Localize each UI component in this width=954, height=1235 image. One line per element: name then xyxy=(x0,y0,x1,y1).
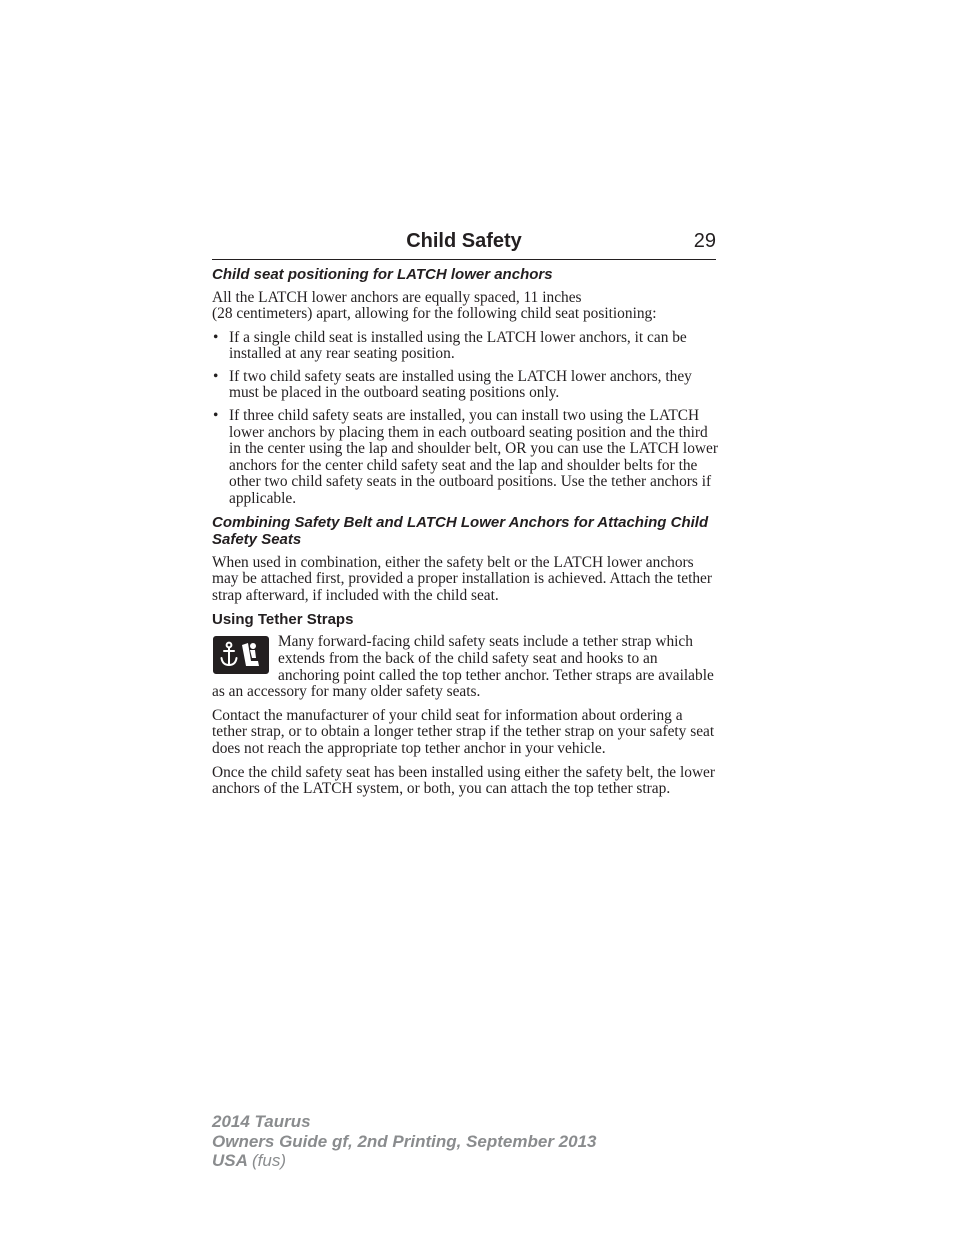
tether-contact-paragraph: Contact the manufacturer of your child seat for information about ordering a tether strap, or to obtain a longer tether strap if the tether strap on your safety seat does not reach the appropriate top tether anchor in your vehicle. xyxy=(212,706,715,757)
list-item xyxy=(212,408,718,508)
child-seat-tether-anchor-icon xyxy=(213,636,269,674)
list-item-text: If a single child seat is installed using the LATCH lower anchors, it can be installed at any rear seating position. xyxy=(229,328,687,363)
list-item xyxy=(212,330,718,363)
combining-paragraph: When used in combination, either the safety belt or the LATCH lower anchors may be attached first, provided a proper installation is achieved. Attach the tether strap afterward, if included with the child seat. xyxy=(212,553,713,604)
latch-intro-line-1: All the LATCH lower anchors are equally spaced, 11 inches xyxy=(212,288,582,306)
latch-intro-paragraph xyxy=(212,290,718,323)
bullet-icon: • xyxy=(213,407,219,425)
tether-intro-paragraph: Many forward-facing child safety seats include a tether strap which extends from the back of the child safety seat and hooks to an anchoring point called the top tether anchor. Tether straps are available as an accessory for many older safety seats. xyxy=(212,633,714,701)
page-body xyxy=(212,266,718,805)
list-item-text: If three child safety seats are installed, you can install two using the LATCH lower anchors by placing them in each outboard seating position and the third in the center using the lap and shoulder belt, OR you can use the LATCH lower anchors for the center child safety seat and the lap and shoulder belts for the other two child safety seats in the outboard positions. Use the tether anchors if applicable. xyxy=(229,407,718,508)
footer-market-code: (fus) xyxy=(252,1151,286,1170)
list-item xyxy=(212,369,718,402)
footer-market-label: USA xyxy=(212,1151,248,1170)
latch-intro-line-2: (28 centimeters) apart, allowing for the following child seat positioning: xyxy=(212,305,657,323)
footer-market xyxy=(212,1151,596,1171)
footer-model: 2014 Taurus xyxy=(212,1112,311,1131)
tether-anchor-icon xyxy=(218,639,264,671)
bullet-icon: • xyxy=(213,328,219,346)
tether-straps-heading: Using Tether Straps xyxy=(212,611,354,629)
list-item-text: If two child safety seats are installed using the LATCH lower anchors, they must be placed in the outboard seating positions only. xyxy=(229,367,692,402)
latch-positioning-heading: Child seat positioning for LATCH lower anchors xyxy=(212,266,553,283)
combining-heading: Combining Safety Belt and LATCH Lower Anchors for Attaching Child Safety Seats xyxy=(212,513,709,549)
page-number: 29 xyxy=(693,230,716,252)
tether-attach-paragraph: Once the child safety seat has been installed using either the safety belt, the lower anchors of the LATCH system, or both, you can attach the top tether strap. xyxy=(212,763,716,798)
page-footer xyxy=(212,1112,596,1171)
section-title: Child Safety xyxy=(406,230,522,252)
positioning-bullet-list xyxy=(212,330,718,508)
bullet-icon: • xyxy=(213,367,219,385)
footer-guide-edition: Owners Guide gf, 2nd Printing, September 2013 xyxy=(212,1131,597,1151)
page-header xyxy=(212,228,716,260)
